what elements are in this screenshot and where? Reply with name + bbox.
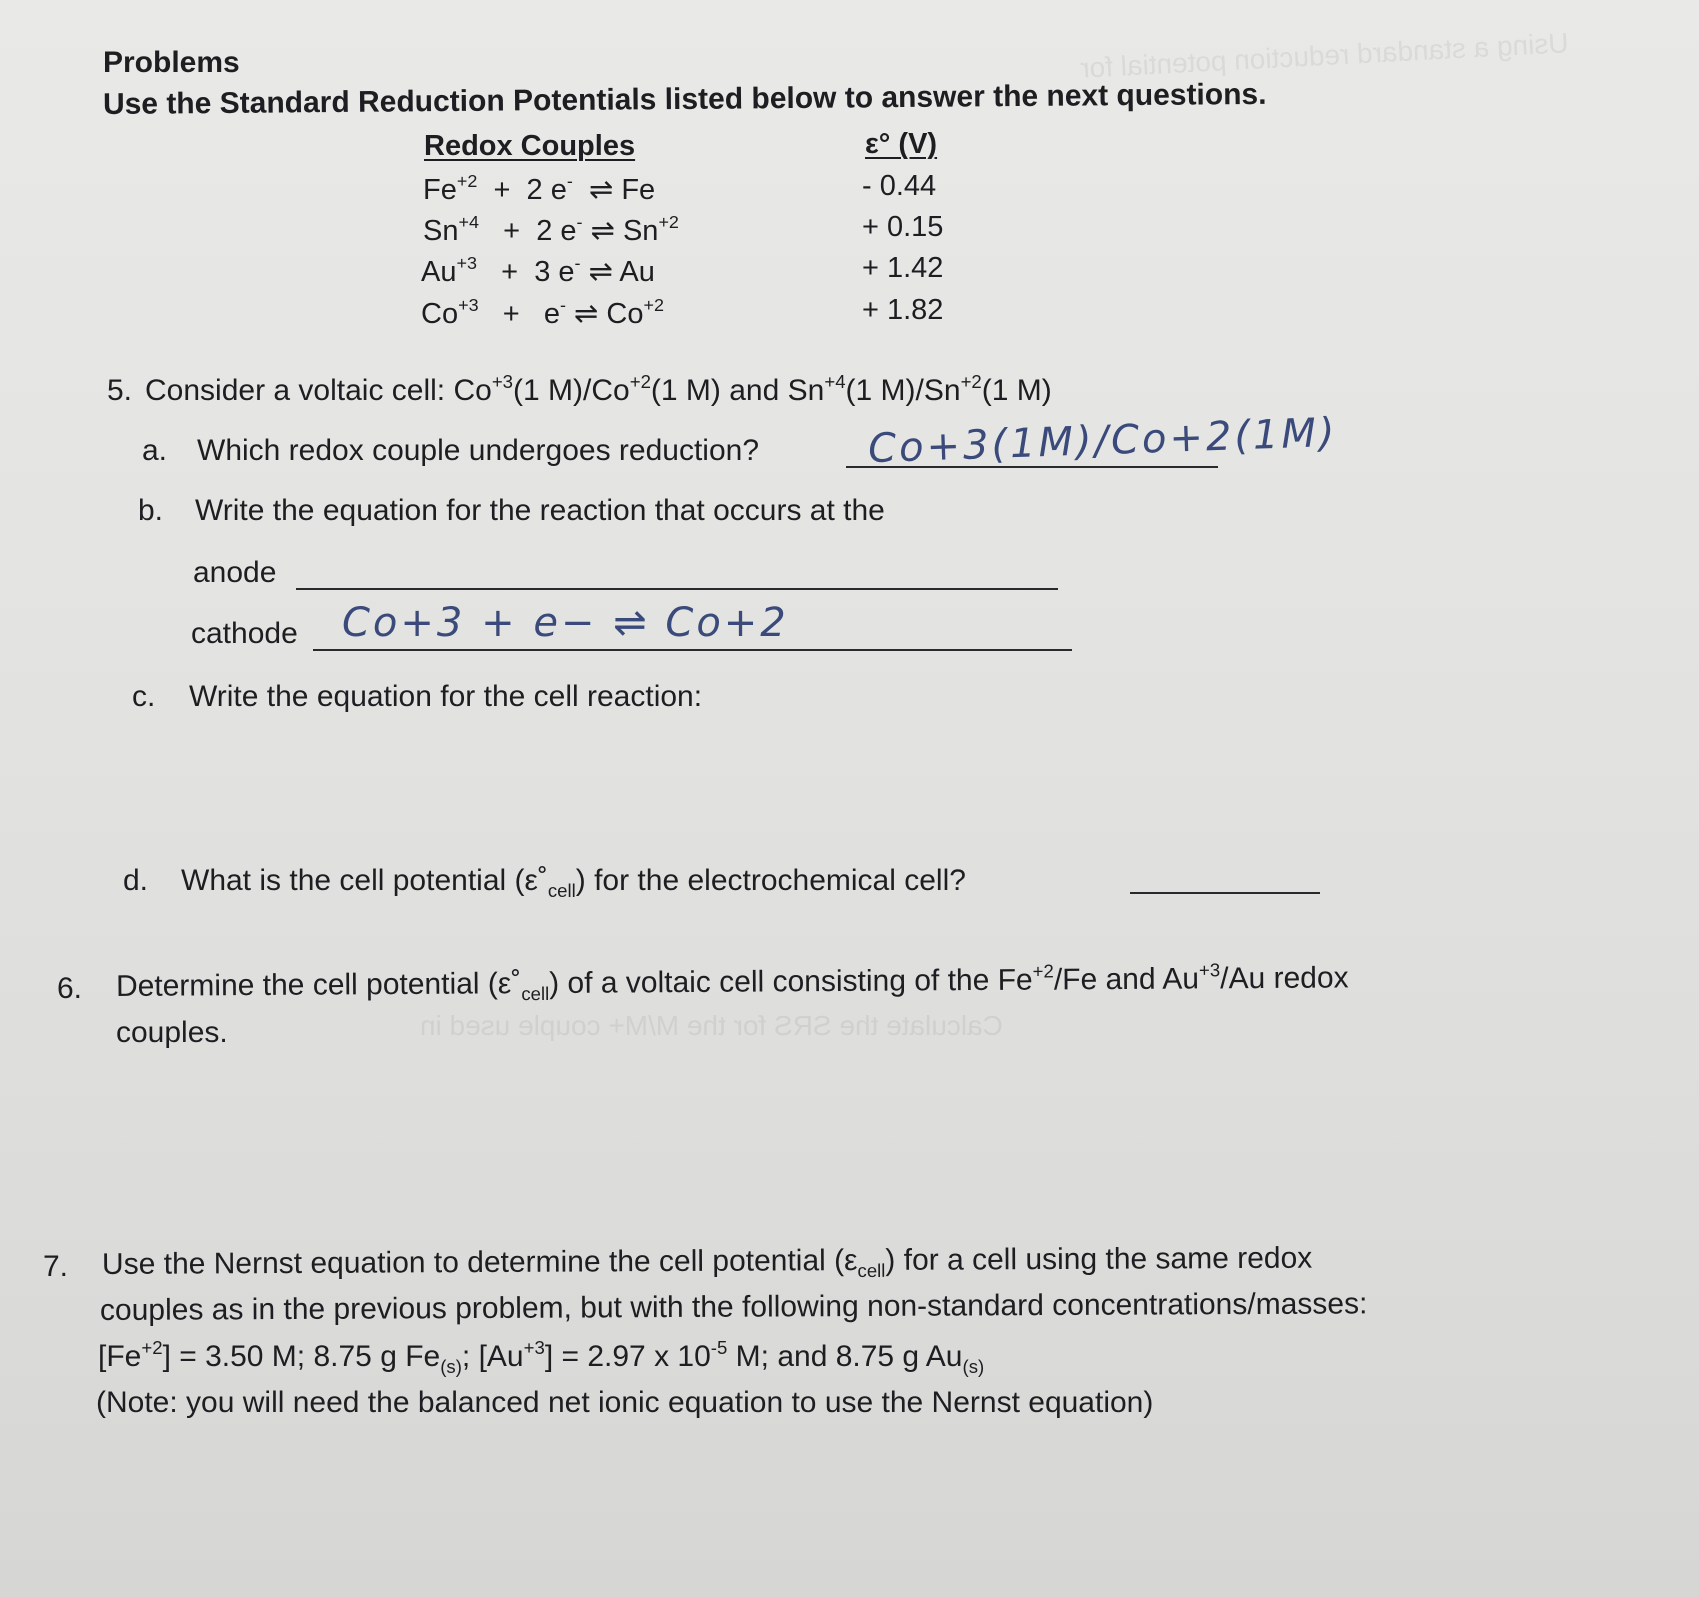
potential-value: + 1.42 bbox=[862, 252, 944, 284]
question-5-text: Consider a voltaic cell: $Co^{+3}(1$ $M)/Co^{+2}(1$ M) and $Sn^{+4}(1$ $M)/Sn^{+2}(1$ M) bbox=[145, 371, 1052, 407]
question-5b-text: Write the equation for the reaction that occurs at the bbox=[195, 494, 885, 527]
table-header-couples: Redox Couples bbox=[424, 130, 636, 162]
redox-couple-row: $Co^{+3} + e^-$ ⇌ $Co^{+2}$ bbox=[421, 295, 664, 330]
question-number: 7. bbox=[43, 1250, 69, 1283]
bleed-through-text: Calculate the SRS for the M/M+ couple used in bbox=[420, 1010, 1003, 1041]
anode-label: anode bbox=[193, 556, 277, 589]
potential-value: + 0.15 bbox=[862, 211, 944, 243]
question-5c-text: Write the equation for the cell reaction: bbox=[189, 680, 703, 713]
question-7-text-line1: Use the Nernst equation to determine the cell potential $(\varepsilon_{cell})$ for a cell using the same redox bbox=[101, 1241, 1313, 1282]
potential-value: + 1.82 bbox=[862, 294, 944, 326]
instruction-text: Use the Standard Reduction Potentials listed below to answer the next questions. bbox=[102, 77, 1267, 121]
cathode-label: cathode bbox=[191, 617, 298, 650]
sub-question-letter: d. bbox=[123, 864, 149, 897]
table-header-potential: ε° (V) bbox=[865, 128, 938, 160]
potential-value: - 0.44 bbox=[862, 170, 937, 202]
question-7-text-line2: couples as in the previous problem, but with the following non-standard concentrations/masses: bbox=[99, 1287, 1368, 1327]
question-5d-text: What is the cell potential $(\varepsilon˚_{cell})$ for the electrochemical cell? bbox=[181, 864, 966, 901]
question-7-note: (Note: you will need the balanced net ionic equation to use the Nernst equation) bbox=[96, 1386, 1154, 1419]
question-number: 6. bbox=[57, 972, 83, 1005]
sub-question-letter: a. bbox=[142, 434, 168, 467]
handwritten-answer-5a: Co+3(1M)/Co+2(1M) bbox=[867, 409, 1339, 473]
sub-question-letter: b. bbox=[138, 494, 164, 527]
bleed-through-text: Using a standard reduction potential for bbox=[1079, 27, 1570, 84]
question-6-text: Determine the cell potential $(\varepsilon˚_{cell})$ of a voltaic cell consisting of the $Fe^{+2}/Fe$ and $Au^{+3}/Au$ redox bbox=[115, 959, 1349, 1005]
question-number: 5. bbox=[107, 374, 133, 407]
cathode-answer-line bbox=[313, 649, 1072, 651]
page-title: Problems bbox=[103, 46, 240, 79]
question-7-text-line3: $[Fe^{+2}] = 3.50$ M; 8.75 g $Fe_{(s)}$; $[Au^{+3}] = 2.97$ x $10^{-5}$ M; and 8.75 g $Au_{(s)}$ bbox=[98, 1337, 985, 1377]
sub-question-letter: c. bbox=[132, 680, 156, 713]
question-6-text-line2: couples. bbox=[116, 1016, 228, 1049]
redox-couple-row: $Fe^{+2} + 2$ e- ⇌ Fe bbox=[423, 171, 656, 206]
redox-couple-row: $Sn^{+4} + 2$ e- ⇌ $Sn^{+2}$ bbox=[423, 212, 679, 247]
handwritten-answer-cathode: Co+3 + e− ⇌ Co+2 bbox=[342, 600, 789, 646]
question-5a-text: Which redox couple undergoes reduction? bbox=[197, 434, 760, 467]
redox-couple-row: $Au^{+3} + 3$ e- ⇌ Au bbox=[421, 253, 655, 288]
answer-line bbox=[1130, 892, 1320, 894]
anode-answer-line bbox=[296, 588, 1058, 590]
